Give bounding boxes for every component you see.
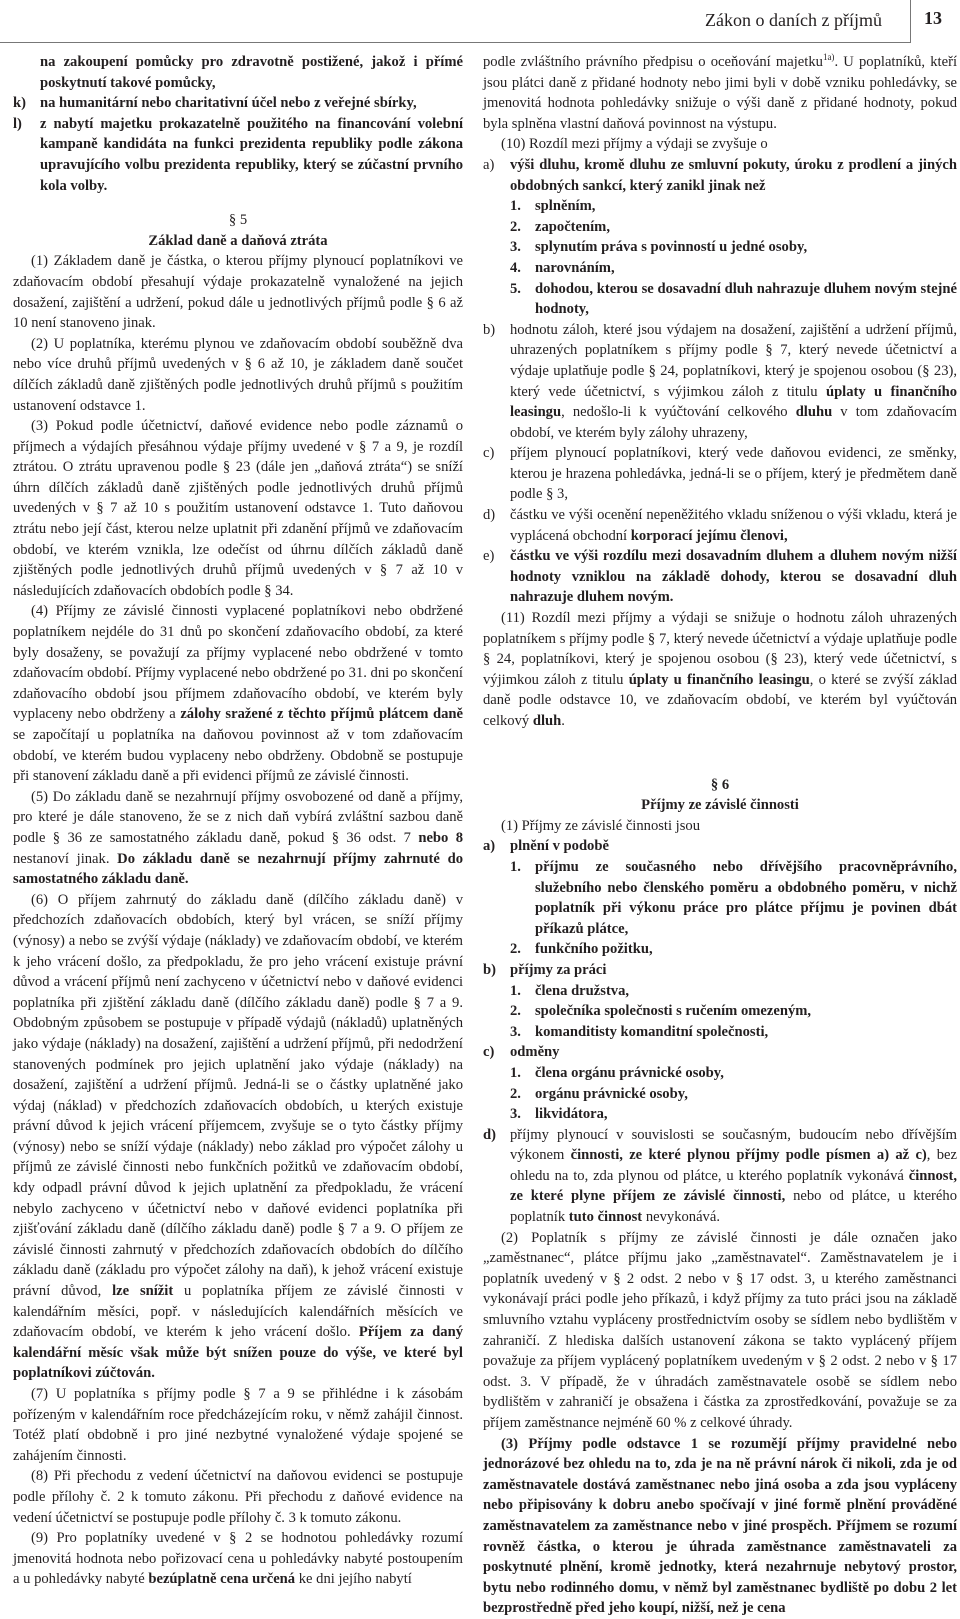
list-item-k: k) na humanitární nebo charitativní účel nebo z veřejné sbírky, xyxy=(13,95,417,112)
s6-c-sub-3: 3. likvidátora, xyxy=(510,1106,608,1123)
paragraph-9: (9) Pro poplatníky uvedené v § 2 se hodnotou pohledávky rozumí jmenovitá hodnota nebo pořizovací cena u pohledávky nabyté postoupením a u pohledávky nabyté bezúplatně cena určená ke dni jejího nabytí xyxy=(13,1530,463,1588)
s6-c-sub-1: 1. člena orgánu právnické osoby, xyxy=(510,1064,724,1081)
s6-item-c: c) odměny xyxy=(483,1044,560,1061)
item-10-b: b) hodnotu záloh, které jsou výdajem na dosažení, zajištění a udržení příjmů, uhrazených poplatníkem s příjmy podle § 7, který nevede účetnictví a výdaje uplatňuje podle § 24, poplatníkovi, který je spojenou osobou (§ 23), který vede účetnictví, s výjimkou záloh z titulu úplaty u finančního leasingu, nedošlo-li k vyúčtování celkového dluhu v tom zdaňovacím období, ve kterém byly zálohy uhrazeny, xyxy=(483,321,957,441)
s6-a-sub-1: 1. příjmu ze současného nebo dřívějšího pracovněprávního, služebního nebo členského poměru a obdobného poměru, v nichž poplatník při výkonu práce pro plátce příjmu je povinen dbát příkazů plátce, xyxy=(510,858,957,937)
paragraph-11: (11) Rozdíl mezi příjmy a výdaji se snižuje o hodnotu záloh uhrazených poplatníkem s příjmy podle § 7, který nevede účetnictví a výdaje uplatňuje podle § 24, poplatníkovi, který je spojenou osobou (§ 23), který vede účetnictví, s výjimkou záloh z titulu úplaty u finančního leasingu, o které se zvýší základ daně podle odstavce 10, ve zdaňovacím období, ve kterém byl vyúčtován celkový dluh. xyxy=(483,610,957,729)
sub-item-3: 3. splynutím práva s povinností u jedné osoby, xyxy=(510,239,808,256)
paragraph-3: (3) Pokud podle účetnictví, daňové evidence nebo podle záznamů o příjmech a výdajích přesáhnou výdaje příjmy uvedené v § 7 a 9, je rozdíl ztrátou. O ztrátu upravenou podle § 23 (dále jen „daňová ztráta“) se sníží úhrn dílčích základů daně zjištěných podle jednotlivých druhů příjmů uvedených v § 7 až 10 s použitím ustanovení odstavce 1. Tuto daňovou ztrátu nebo její část, kterou nelze uplatnit při zdanění příjmů ve zdaňovacím období, ve kterém vznikla, lze odečíst od úhrnu dílčích základů daně zjištěných podle jednotlivých druhů příjmů uvedených v § 7 až 10 v následujících zdaňovacích obdobích podle § 34. xyxy=(13,418,463,599)
item-10-d: d) částku ve výši ocenění nepeněžitého vkladu sníženou o výši vkladu, která je vyplácená obchodní korporací jejímu členovi, xyxy=(483,507,957,544)
item-10-c: c) příjem plynoucí poplatníkovi, který vede daňovou evidenci, ze směnky, kterou je hrazena pohledávka, jedná-li se o příjem, který je předmětem daně podle § 3, xyxy=(483,445,957,503)
section-title-6: Příjmy ze závislé činnosti xyxy=(641,797,799,814)
left-column xyxy=(13,52,463,1590)
item-10-a: a) výši dluhu, kromě dluhu ze smluvní pokuty, úroku z prodlení a jiných obdobných sankcí, který zanikl jinak než xyxy=(483,156,957,194)
section-title: Základ daně a daňová ztráta xyxy=(148,232,328,249)
paragraph-6: (6) O příjem zahrnutý do základu daně (dílčího základu daně) v předchozích zdaňovacích obdobích, který byl vrácen, se sníží příjmy (výnosy) a nebo se zvýší výdaje (náklady) ve zdaňovacím období, ve kterém k jeho vrácení došlo, za předpokladu, že pro jeho vrácení existuje právní důvod a vrácení příjmů není zachyceno v účetnictví nebo v daňové evidenci poplatníka při zjištění základu daně (dílčího základu daně) podle § 7 a 9. Obdobným způsobem se postupuje v případě výdajů (nákladů) uplatněných jako výdaje (náklady) na dosažení, zajištění a udržení příjmů, při nedodržení stanovených podmínek pro jejich uplatnění jako výdaje (náklady) na dosažení, zajištění a udržení příjmů. Jedná-li se o částky uplatněné jako výdaj (náklad) v předchozích zdaňovacích obdobích, u kterých existuje právní důvod k jejich vrácení příjemcem, zvyšuje se o tyto částky příjmy (výnosy) nebo se sníží výdaje (náklady) nebo základ pro výpočet zálohy u příjmů ze závislé činnosti nebo funkčních požitků ve zdaňovacím období, kdy odpadl právní důvod k jejich uplatnění za předpokladu, že vrácení nebylo zachyceno v účetnictví nebo v daňové evidenci poplatníka při zjišťování základu daně (dílčího základu daně) podle § 7 a 9. O příjem ze závislé činnosti zahrnutý v předchozích zdaňovacích obdobích do dílčího základu daně (základu pro výpočet zálohy na daň), k jehož vrácení existuje právní důvod, lze snížit u poplatníka příjem ze závislé činnosti v kalendářním měsíci, popř. v následujících kalendářních měsících ve zdaňovacím období, ve kterém k jeho vrácení došlo. Příjem za daný kalendářní měsíc však může být snížen pouze do výše, ve které byl poplatníkovi zúčtován. xyxy=(13,891,464,1382)
page-number: 13 xyxy=(924,8,942,28)
s6-b-sub-1: 1. člena družstva, xyxy=(510,982,630,999)
s6-item-d: d) příjmy plynoucí v souvislosti se současným, budoucím nebo dřívějším výkonem činnosti, ze které plynou příjmy podle písmen a) až c), bez ohledu na to, zda plynou od plátce, u kterého poplatník vykonává činnost, ze které plyne příjem ze závislé činnosti, nebo od plátce, u kterého poplatník tuto činnost nevykonává. xyxy=(483,1126,957,1226)
sub-item-4: 4. narovnáním, xyxy=(510,259,615,276)
section-number-6: § 6 xyxy=(710,776,730,793)
s6-b-sub-3: 3. komanditisty komanditní společnosti, xyxy=(510,1023,769,1040)
header-rule xyxy=(0,42,910,43)
s6-c-sub-2: 2. orgánu právnické osoby, xyxy=(510,1085,688,1102)
paragraph-8: (8) Při přechodu z vedení účetnictví na daňovou evidenci se postupuje podle přílohy č. 2 k tomuto zákonu. Při přechodu z daňové evidence na vedení účetnictví se postupuje podle přílohy č. 3 k tomuto zákonu. xyxy=(13,1468,463,1526)
sub-item-2: 2. započtením, xyxy=(510,218,610,235)
section-number: § 5 xyxy=(228,212,248,229)
sub-item-5: 5. dohodou, kterou se dosavadní dluh nahrazuje dluhem novým stejné hodnoty, xyxy=(510,280,957,318)
paragraph-1: (1) Základem daně je částka, o kterou příjmy plynoucí poplatníkovi ve zdaňovacím období přesahují výdaje prokazatelně vynaložené na jejich dosažení, zajištění a udržení, pokud dále u jednotlivých příjmů podle § 6 až 10 není stanoveno jinak. xyxy=(13,253,463,332)
s6-paragraph-2: (2) Poplatník s příjmy ze závislé činnosti je dále označen jako „zaměstnanec“, plátce příjmu jako „zaměstnavatel“. Zaměstnavatelem je i poplatník uvedený v § 2 odst. 2 nebo v § 17 odst. 3, u kterého zaměstnanci vykonávají práci podle jeho příkazů, i když příjmy za tuto práci jsou na základě smluvního vztahu vypláceny prostřednictvím osoby se sídlem nebo bydlištěm v zahraničí. Z hlediska dalších ustanovení zákona se takto vyplácený příjem považuje za příjem vyplácený poplatníkem uvedeným v § 2 odst. 2 nebo v § 17 odst. 3. V případě, že v úhradách zaměstnavatele osobě se sídlem nebo bydlištěm v zahraničí je obsažena i částka za zprostředkování, považuje se za příjem zaměstnance nejméně 60 % z celkové úhrady. xyxy=(483,1229,957,1431)
paragraph-4: (4) Příjmy ze závislé činnosti vyplacené poplatníkovi nebo obdržené poplatníkem nejdéle do 31 dnů po skončení zdaňovacího období, za které byly dosaženy, se považují za příjmy vyplacené nebo obdržené v tomto zdaňovacím období. Příjmy vyplacené nebo obdržené po 31. dni po skončení zdaňovacího období jsou příjmem zdaňovacího období, ve kterém byly vyplaceny nebo obdrženy a zálohy sražené z těchto příjmů plátcem daně se započítají u poplatníka na daňovou povinnost až v tom zdaňovacím období, ve kterém budou vyplaceny nebo obdrženy. Obdobně se postupuje při stanovení základu daně a při evidenci příjmů ze závislé činnosti. xyxy=(13,603,463,785)
paragraph-2: (2) U poplatníka, kterému plynou ve zdaňovacím období souběžně dva nebo více druhů příjmů uvedených v § 6 až 10, je základem daně součet dílčích základů daně zjištěných podle jednotlivých druhů příjmů s použitím ustanovení odstavce 1. xyxy=(13,335,463,414)
s6-paragraph-1: (1) Příjmy ze závislé činnosti jsou xyxy=(501,817,701,834)
list-item-continuation: na zakoupení pomůcky pro zdravotně postižené, jakož i přímé poskytnutí takové pomůcky, xyxy=(40,54,463,91)
s6-item-a: a) plnění v podobě xyxy=(483,838,609,855)
header-divider xyxy=(910,0,911,43)
page-header xyxy=(0,0,960,44)
s6-item-b: b) příjmy za práci xyxy=(483,961,607,978)
sub-item-1: 1. splněním, xyxy=(510,198,596,215)
paragraph-9-continuation: podle zvláštního právního předpisu o oceňování majetku$^{1a)}$. U poplatníků, kteří jsou plátci daně z přidané hodnoty nebo jimi byli v době vzniku pohledávky, se jmenovitá hodnota pohledávky snižuje o výši daně z přidané hodnoty, pokud byla splněna vlastní daňová povinnost na výstupu. xyxy=(483,52,957,132)
paragraph-5: (5) Do základu daně se nezahrnují příjmy osvobozené od daně a příjmy, pro které je dále stanoveno, že se z nich daň vybírá zvláštní sazbou daně podle § 36 ze samostatného základu daně, pokud § 36 odst. 7 nebo 8 nestanoví jinak. Do základu daně se nezahrnují příjmy zahrnuté do samostatného základu daně. xyxy=(13,788,463,888)
item-10-e: e) částku ve výši rozdílu mezi dosavadním dluhem a dluhem novým nižší hodnoty vzniklou na základě dohody, kterou se dosavadní dluh nahrazuje dluhem novým. xyxy=(483,548,957,606)
list-item-l: l) z nabytí majetku prokazatelně použitého na financování volební kampaně kandidáta na funkci prezidenta republiky podle zákona upravujícího volbu prezidenta republiky, který se zúčastní prvního kola volby. xyxy=(13,115,463,194)
right-column xyxy=(483,52,957,1619)
running-title: Zákon o daních z příjmů xyxy=(705,10,882,30)
s6-a-sub-2: 2. funkčního požitku, xyxy=(510,941,653,958)
s6-paragraph-3: (3) Příjmy podle odstavce 1 se rozumějí příjmy pravidelné nebo jednorázové bez ohledu na to, zda je na ně právní nárok či nikoli, zda je od zaměstnavatele dostává zaměstnanec nebo jiná osoba a zda jsou vypláceny nebo připisovány k dobru anebo spočívají v jiné formě plnění prováděné zaměstnavatelem za zaměstnance nebo v jiné prospěch. Příjmem se rozumí rovněž částka, o kterou je úhrada zaměstnance zaměstnavateli za poskytnuté plnění, kromě jednotky, která nezahrnuje nebytový prostor, bytu nebo rodinného domu, v němž byl zaměstnanec bydliště po dobu 2 let bezprostředně před jeho koupí, nižší, než je cena xyxy=(483,1435,957,1617)
paragraph-7: (7) U poplatníka s příjmy podle § 7 a 9 se přihlédne i k zásobám pořízeným v kalendářním roce předcházejícím roku, v němž zahájil činnost. Totéž platí obdobně i pro jiné nezbytné vynaložené výdaje spojené se zahájením činnosti. xyxy=(13,1386,463,1464)
paragraph-10: (10) Rozdíl mezi příjmy a výdaji se zvyšuje o xyxy=(501,136,768,153)
s6-b-sub-2: 2. společníka společnosti s ručením omezeným, xyxy=(510,1003,812,1020)
